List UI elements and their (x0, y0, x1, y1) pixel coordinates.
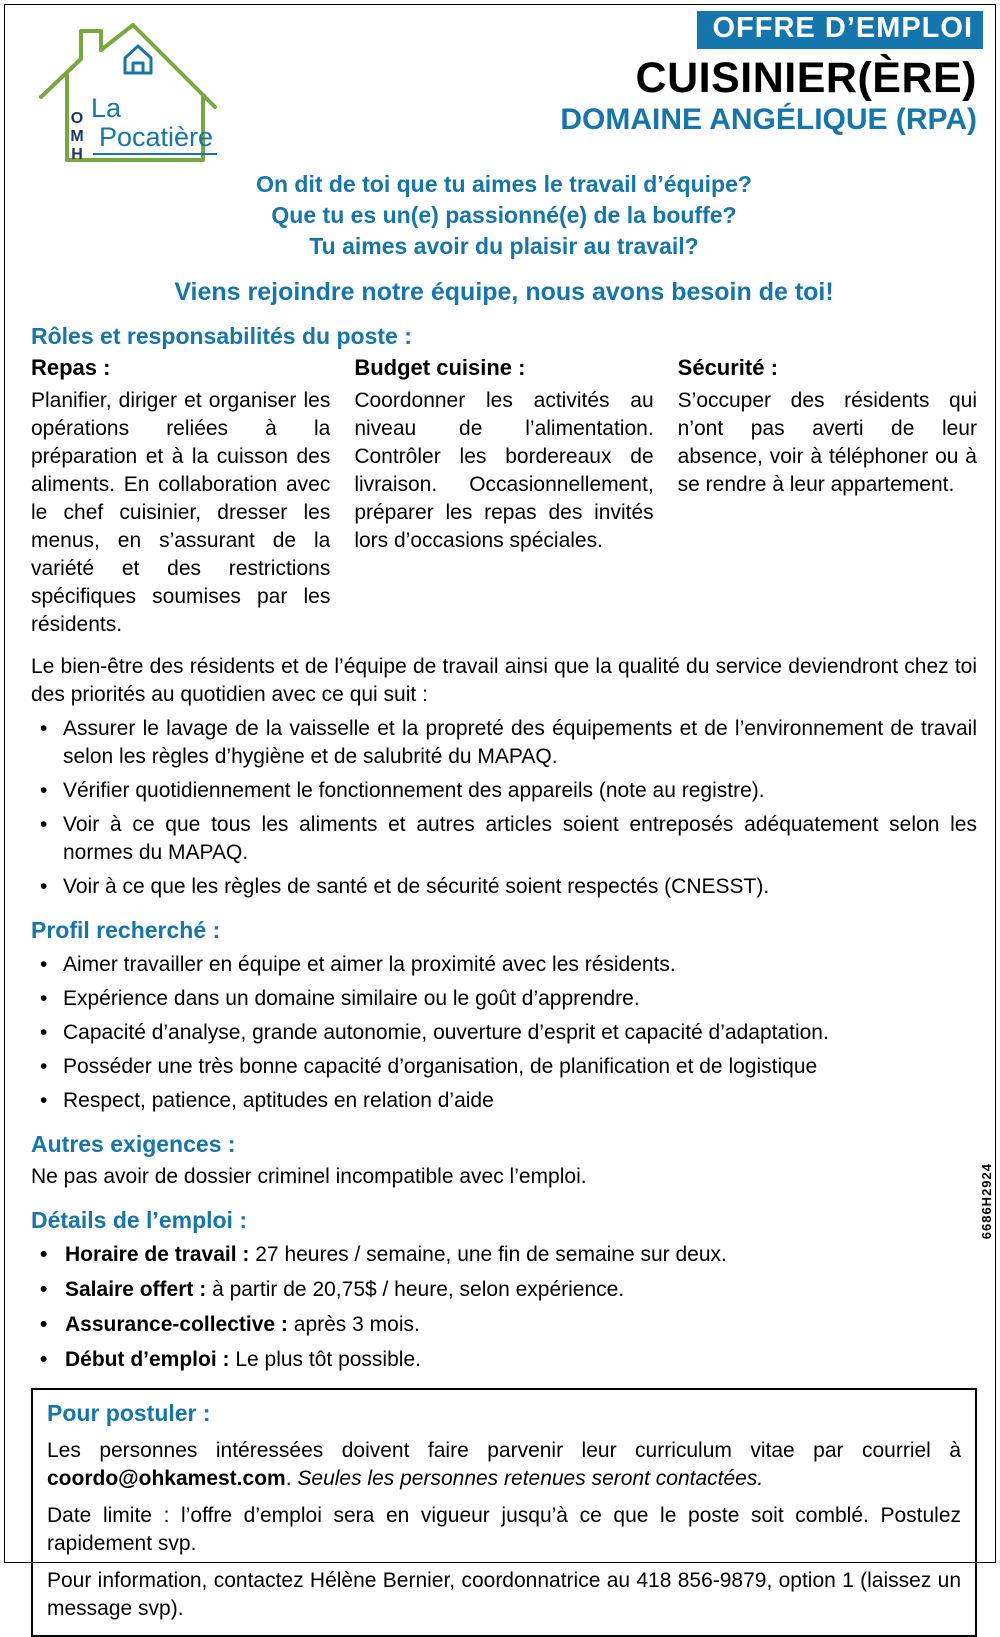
omh-logo (33, 17, 223, 167)
roles-column-repas-title: Repas : (31, 355, 111, 380)
apply-paragraph-1 (47, 1437, 961, 1493)
apply-box (31, 1388, 977, 1637)
job-detail-label: Salaire offert : (65, 1278, 207, 1301)
wellbeing-list (31, 715, 977, 901)
intro-questions (31, 169, 977, 262)
roles-column-budget-text: Coordonner les activités au niveau de l’alimentation. Contrôler les bordereaux de livraison. Occasionnellement, préparer les repas des invités lors d’occasions spéciales. (354, 389, 654, 552)
job-detail-item (31, 1345, 977, 1375)
apply-p1-text: Les personnes intéressées doivent faire parvenir leur curriculum vitae par courriel à (47, 1439, 961, 1462)
logo-initial-m: M (70, 128, 84, 145)
intro-line-1: On dit de toi que tu aimes le travail d’équipe? (256, 171, 752, 197)
job-details-list (31, 1240, 977, 1375)
job-detail-value: à partir de 20,75$ / heure, selon expérience. (212, 1278, 625, 1301)
other-requirements-heading: Autres exigences : (31, 1131, 236, 1157)
header (31, 11, 977, 163)
logo-initial-o: O (70, 110, 84, 127)
profile-heading: Profil recherché : (31, 917, 221, 943)
wellbeing-item: • Voir à ce que tous les aliments et autres articles soient entreposés adéquatement selon les normes du MAPAQ. (31, 811, 977, 867)
roles-column-repas (31, 355, 330, 639)
wellbeing-item: • Vérifier quotidiennement le fonctionnement des appareils (note au registre). (31, 777, 977, 805)
logo-initial-h: H (71, 146, 83, 163)
job-detail-item (31, 1275, 977, 1305)
job-detail-value: après 3 mois. (293, 1313, 420, 1336)
roles-columns (31, 355, 977, 639)
profile-item: • Aimer travailler en équipe et aimer la proximité avec les résidents. (31, 951, 977, 979)
apply-paragraph-2: Date limite : l’offre d’emploi sera en vigueur jusqu’à ce que le poste soit comblé. Postulez rapidement svp. (47, 1504, 961, 1555)
job-detail-value: 27 heures / semaine, une fin de semaine sur deux. (255, 1243, 727, 1266)
profile-item: • Capacité d’analyse, grande autonomie, ouverture d’esprit et capacité d’adaptation. (31, 1019, 977, 1047)
roles-column-repas-text: Planifier, diriger et organiser les opérations reliées à la préparation et à la cuisson des aliments. En collaboration avec le chef cuisinier, dresser les menus, en s’assurant de la variété et des restrictions spécifiques soumises par les résidents. (31, 389, 331, 636)
roles-heading: Rôles et responsabilités du poste : (31, 323, 412, 349)
apply-paragraph-3: Pour information, contactez Hélène Bernier, coordonnatrice au 418 856-9879, option 1 (laissez un message svp). (47, 1569, 961, 1620)
job-posting-page (4, 4, 996, 1620)
roles-column-budget-title: Budget cuisine : (354, 355, 526, 380)
profile-item: • Respect, patience, aptitudes en relation d’aide (31, 1087, 977, 1115)
wellbeing-intro: Le bien-être des résidents et de l’équipe de travail ainsi que la qualité du service deviendront chez toi des priorités au quotidien avec ce qui suit : (31, 655, 977, 706)
apply-heading: Pour postuler : (47, 1400, 211, 1426)
job-detail-item (31, 1240, 977, 1270)
job-detail-label: Horaire de travail : (65, 1243, 250, 1266)
apply-p1-sep: . (285, 1467, 292, 1490)
roles-column-securite (678, 355, 977, 639)
wellbeing-item: • Assurer le lavage de la vaisselle et la propreté des équipements et de l’environnement de travail selon les règles d’hygiène et de salubrité du MAPAQ. (31, 715, 977, 771)
omh-logo-graphic (33, 17, 223, 167)
logo-name-line1: La (91, 93, 122, 123)
other-requirements-text: Ne pas avoir de dossier criminel incompatible avec l’emploi. (31, 1165, 587, 1188)
call-to-action: Viens rejoindre notre équipe, nous avons besoin de toi! (174, 278, 834, 306)
job-details-heading: Détails de l’emploi : (31, 1207, 247, 1233)
intro-line-2: Que tu es un(e) passionné(e) de la bouffe? (271, 202, 737, 228)
roles-column-securite-title: Sécurité : (677, 355, 778, 380)
apply-email: coordo@ohkamest.com (47, 1467, 286, 1490)
job-detail-label: Début d’emploi : (65, 1348, 230, 1371)
roles-column-securite-text: S’occuper des résidents qui n’ont pas averti de leur absence, voir à téléphoner ou à se rendre à leur appartement. (677, 389, 977, 496)
job-subtitle: DOMAINE ANGÉLIQUE (RPA) (560, 103, 977, 136)
job-title: CUISINIER(ÈRE) (635, 54, 977, 102)
intro-line-3: Tu aimes avoir du plaisir au travail? (309, 233, 699, 259)
job-detail-item (31, 1310, 977, 1340)
wellbeing-item: • Voir à ce que les règles de santé et de sécurité soient respectés (CNESST). (31, 873, 977, 901)
print-reference-code: 6686H2924 (979, 1163, 994, 1240)
roles-column-budget (354, 355, 653, 639)
apply-p1-italic: Seules les personnes retenues seront contactées. (297, 1467, 764, 1490)
job-detail-label: Assurance-collective : (65, 1313, 288, 1336)
logo-name-line2: Pocatière (99, 122, 214, 152)
profile-list (31, 951, 977, 1115)
profile-item: • Posséder une très bonne capacité d’organisation, de planification et de logistique (31, 1053, 977, 1081)
job-detail-value: Le plus tôt possible. (235, 1348, 421, 1371)
profile-item: • Expérience dans un domaine similaire ou le goût d’apprendre. (31, 985, 977, 1013)
job-offer-banner: OFFRE D’EMPLOI (697, 11, 984, 49)
small-house-icon (125, 46, 151, 73)
